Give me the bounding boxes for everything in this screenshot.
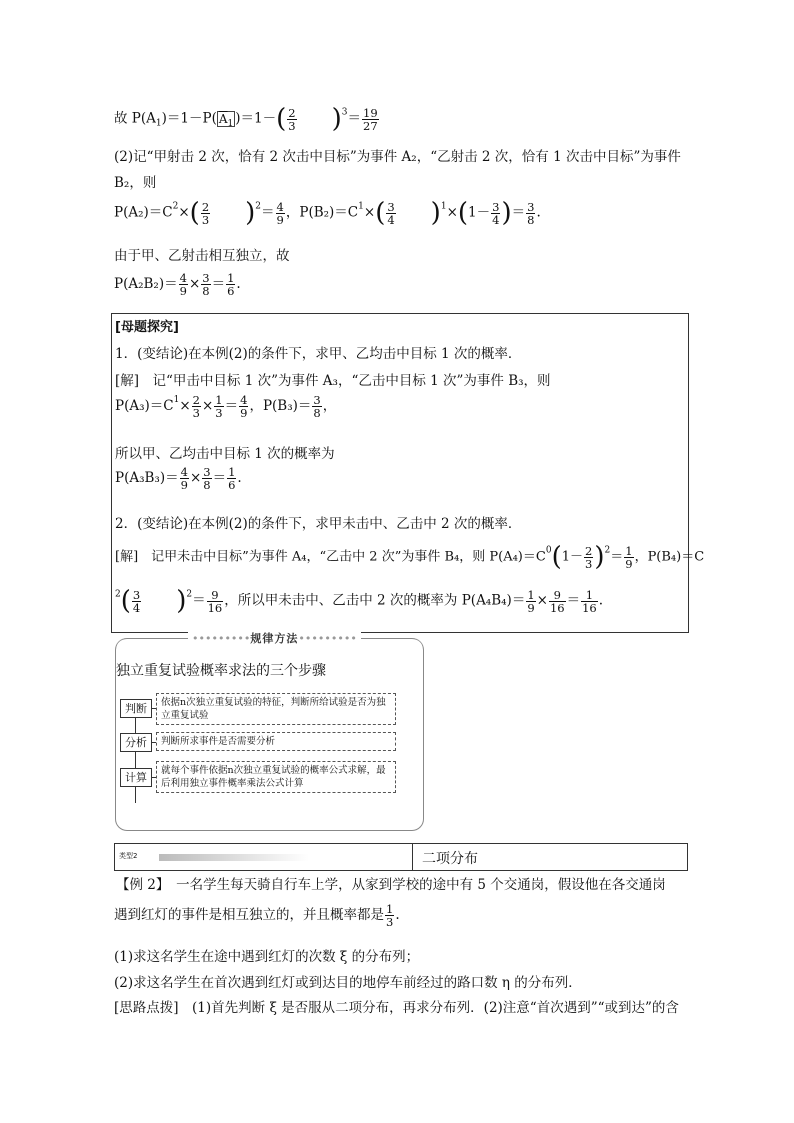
text: ，所以甲未击中、乙击中 2 次的概率为 P(A₄B₄)＝ (224, 592, 526, 609)
text: 1－ (561, 549, 583, 565)
text: P(A₂)＝C (114, 204, 173, 221)
type-label-cell (115, 844, 413, 870)
step-judge-text: 依据n次独立重复试验的特征，判断所给试验是否为独立重复试验 (156, 693, 396, 725)
denominator: 4 (132, 600, 141, 615)
fraction (385, 903, 394, 928)
fraction (180, 466, 189, 491)
numerator: 9 (207, 589, 224, 602)
numerator: 3 (527, 199, 535, 214)
text: ＝ (566, 592, 581, 609)
numerator: 4 (179, 271, 187, 285)
fraction (287, 107, 296, 132)
text: × (536, 592, 548, 609)
method-title (188, 630, 361, 646)
explore-q2: 2．(变结论)在本例(2)的条件下，求甲未击中、乙击中 2 次的概率． (115, 516, 522, 532)
exponent: 1 (440, 201, 447, 212)
paragraph-independent: 由于甲、乙射击相互独立，故 (114, 248, 290, 264)
explore-q1-eq2 (115, 466, 242, 491)
fraction (526, 201, 535, 226)
numerator: 3 (387, 199, 395, 214)
subscript: 1 (227, 118, 234, 129)
step-analyze-label: 分析 (120, 733, 152, 752)
numerator: 4 (180, 465, 188, 479)
numerator: 19 (363, 105, 378, 120)
text: P(A₃)＝C (115, 398, 174, 414)
numerator: 2 (201, 199, 210, 214)
dots-decoration: ••••••••• (192, 632, 251, 645)
numerator: 2 (192, 393, 200, 407)
paren-right: ) (430, 198, 441, 228)
method-title-text: 规律方法 (250, 632, 299, 645)
paren-right: ) (594, 542, 605, 572)
paren-right: ) (245, 198, 256, 228)
type-title: 二项分布 (422, 851, 478, 867)
text: . (536, 204, 541, 221)
text: )＝1－P( (161, 110, 217, 127)
gradient-bar (159, 854, 309, 861)
text: ，P(B₂)＝C (285, 204, 359, 221)
text: ＝ (261, 204, 275, 221)
text: ＝ (212, 470, 227, 486)
denominator: 27 (363, 118, 378, 133)
text: × (363, 204, 376, 221)
denominator: 3 (192, 406, 200, 420)
numerator: 4 (276, 199, 284, 214)
text: $\overline{A}$ (218, 111, 228, 126)
explore-q1-text: 所以甲、乙均击中目标 1 次的概率为 (115, 446, 335, 462)
exponent: 1 (358, 201, 364, 212)
fraction (192, 394, 201, 419)
fraction (362, 107, 379, 132)
explore-tag: [母题探究] (115, 320, 179, 335)
paragraph-2-line-2: B₂，则 (114, 175, 157, 191)
text: ＝ (511, 204, 526, 221)
denominator: 3 (201, 212, 210, 227)
numerator: 3 (203, 465, 211, 479)
paren-left: ( (551, 542, 562, 572)
step-compute-label: 计算 (120, 768, 152, 787)
exponent: 2 (604, 545, 611, 556)
paren-left: ( (375, 198, 386, 228)
type-label: 类型2 (119, 852, 138, 860)
fraction (239, 394, 248, 419)
explore-q1-eq1 (115, 394, 336, 419)
paren-right: ) (501, 198, 512, 228)
paren-right: ) (331, 104, 342, 134)
fraction (201, 201, 210, 226)
method-box (115, 632, 424, 831)
denominator: 9 (180, 478, 188, 492)
fraction (526, 589, 535, 614)
text: ＝ (347, 110, 361, 127)
step-analyze-text: 判断所求事件是否需要分析 (156, 732, 396, 751)
flow-connector (135, 707, 136, 803)
text: × (178, 204, 190, 221)
denominator: 16 (582, 600, 597, 615)
numerator: 2 (288, 105, 296, 120)
fraction (132, 589, 141, 614)
fraction (201, 272, 210, 297)
exponent: 2 (172, 201, 179, 212)
numerator: 1 (527, 587, 535, 602)
denominator: 4 (492, 212, 500, 227)
denominator: 6 (227, 284, 235, 298)
fraction (226, 272, 235, 297)
text: . (236, 276, 241, 292)
section-type-bar (114, 843, 688, 871)
explore-box (111, 313, 705, 633)
denominator: 16 (207, 600, 223, 615)
text: . (598, 592, 604, 609)
fraction (214, 394, 223, 419)
text: 故 P(A (114, 110, 156, 127)
numerator: 3 (492, 199, 500, 214)
text: ＝ (610, 549, 624, 565)
example-hint: [思路点拨] (1)首先判断 ξ 是否服从二项分布，再求分布列．(2)注意“首次遇到”“或到达”的含 (114, 1000, 679, 1016)
paren-right: ) (176, 586, 187, 616)
example-q2: (2)求这名学生在首次遇到红灯或到达目的地停车前经过的路口数 η 的分布列． (114, 975, 582, 991)
paragraph-2-line-1: (2)记“甲射击 2 次，恰有 2 次击中目标”为事件 A₂，“乙射击 2 次，恰有 1 次击中目标”为事件 (114, 149, 681, 165)
method-heading: 独立重复试验概率求法的三个步骤 (116, 663, 326, 679)
subscript: 1 (155, 118, 162, 129)
boxed-term (217, 111, 235, 127)
solution-line-1 (114, 104, 380, 134)
paren-left: ( (276, 104, 287, 134)
numerator: 1 (215, 393, 223, 407)
numerator: 9 (549, 589, 566, 602)
exponent: 0 (545, 545, 552, 556)
denominator: 8 (202, 284, 210, 298)
paren-left: ( (457, 198, 469, 228)
subscript: 2 (115, 589, 121, 600)
denominator: 8 (203, 478, 211, 492)
step-judge-label: 判断 (120, 699, 152, 718)
denominator: 9 (240, 406, 248, 420)
text: ， (322, 398, 337, 414)
text: 1－ (468, 204, 491, 221)
denominator: 6 (228, 478, 236, 492)
explore-q2-solution (115, 542, 704, 572)
numerator: 1 (581, 589, 598, 602)
exponent: 3 (341, 107, 348, 118)
text: . (395, 907, 400, 923)
text: × (201, 398, 214, 414)
text: [解] 记甲未击中目标”为事件 A₄，“乙击中 2 次”为事件 B₄，则 P(A₄)＝C (115, 549, 546, 565)
text: × (189, 470, 202, 486)
fraction (584, 545, 593, 570)
fraction (227, 466, 236, 491)
fraction (179, 272, 188, 297)
denominator: 3 (386, 915, 394, 929)
fraction (491, 201, 500, 226)
numerator: 3 (132, 587, 141, 602)
example-line-2 (114, 903, 400, 928)
text: × (179, 398, 191, 414)
text: )＝1－ (235, 110, 277, 127)
dots-decoration: ••••••••• (298, 632, 357, 645)
explore-q1: 1．(变结论)在本例(2)的条件下，求甲、乙均击中目标 1 次的概率． (115, 346, 522, 362)
text: × (188, 276, 201, 292)
denominator: 8 (527, 212, 535, 227)
denominator: 9 (625, 556, 633, 571)
text: P(A₂B₂)＝ (114, 276, 178, 292)
text: . (237, 470, 242, 486)
fraction (624, 545, 633, 570)
denominator: 3 (288, 118, 296, 133)
denominator: 9 (179, 284, 187, 298)
numerator: 4 (240, 393, 248, 407)
text: P(A₃B₃)＝ (115, 470, 179, 486)
numerator: 1 (227, 271, 235, 285)
paren-left: ( (120, 586, 131, 616)
denominator: 4 (387, 212, 395, 227)
step-compute-text: 就每个事件依据n次独立重复试验的概率公式求解，最后利用独立事件概率乘法公式计算 (156, 761, 396, 793)
numerator: 1 (625, 543, 633, 558)
numerator: 1 (386, 902, 394, 916)
example-line-1: 【例 2】 一名学生每天骑自行车上学，从家到学校的途中有 5 个交通岗，假设他在各交通岗 (116, 877, 666, 893)
explore-q2-solution-2 (115, 586, 603, 616)
exponent: 2 (186, 589, 193, 600)
text: ＝ (192, 592, 206, 609)
numerator: 2 (585, 543, 593, 558)
exponent: 2 (255, 201, 262, 212)
denominator: 8 (313, 406, 321, 420)
text: ，P(B₄)＝C (634, 549, 705, 565)
text: 遇到红灯的事件是相互独立的，并且概率都是 (114, 907, 384, 923)
fraction (549, 589, 566, 614)
denominator: 3 (215, 406, 223, 420)
explore-q1-solution: [解] 记“甲击中目标 1 次”为事件 A₃，“乙击中目标 1 次”为事件 B₃，则 (115, 373, 551, 389)
numerator: 3 (313, 393, 321, 407)
fraction (207, 589, 224, 614)
fraction (386, 201, 395, 226)
text: ＝ (211, 276, 226, 292)
equation-pa2b2 (114, 272, 241, 297)
example-q1: (1)求这名学生在途中遇到红灯的次数 ξ 的分布列； (114, 949, 420, 965)
exponent: 1 (173, 395, 180, 405)
numerator: 1 (228, 465, 236, 479)
fraction (202, 466, 211, 491)
text: ，P(B₃)＝ (249, 398, 312, 414)
denominator: 16 (549, 600, 565, 615)
text: × (446, 204, 458, 221)
equation-pa2-pb2 (114, 198, 541, 228)
denominator: 9 (527, 600, 535, 615)
paren-left: ( (189, 198, 200, 228)
fraction (581, 589, 598, 614)
numerator: 3 (202, 271, 210, 285)
fraction (276, 201, 285, 226)
fraction (312, 394, 321, 419)
denominator: 9 (276, 212, 284, 227)
text: ＝ (224, 398, 239, 414)
denominator: 3 (585, 556, 593, 571)
